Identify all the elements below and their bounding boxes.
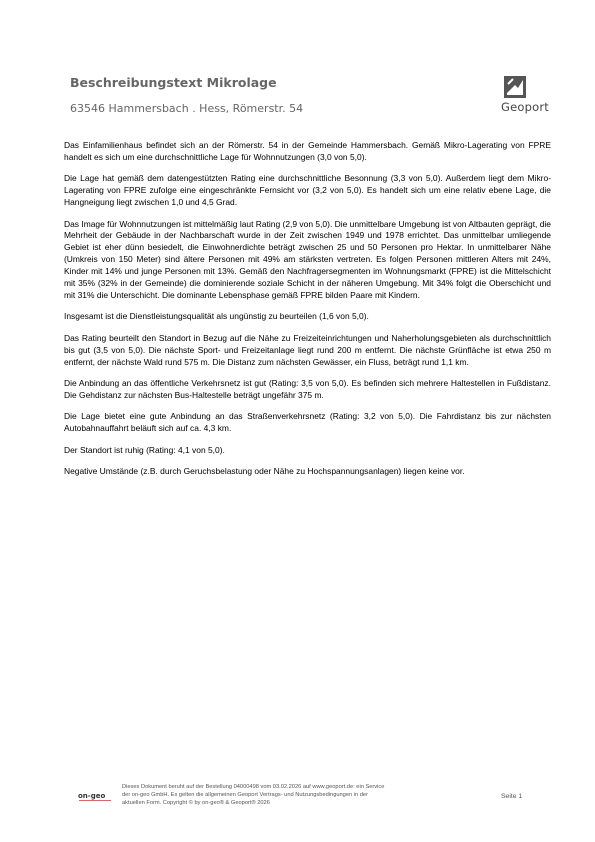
footer-line: aktuellen Form. Copyright © by on-geo® & Geoport® 2026 (122, 800, 270, 807)
footer-disclaimer (122, 783, 452, 808)
footer-line: Dieses Dokument beruht auf der Bestellung 04000498 vom 03.02.2026 auf www.geoport.de: ein Service (122, 784, 385, 790)
document-title: Beschreibungstext Mikrolage (70, 75, 277, 90)
paragraph-image-demographics: Das Image für Wohnnutzungen ist mittelmäßig laut Rating (2,9 von 5,0). Die unmittelbare Umgebung ist von Altbauten geprägt, die Mehrheit der Gebäude in der Nachbarschaft wurde in der Zeit zwischen 1949 und 1978 errichtet. Das unmittelbar umliegende Gebiet ist eher dünn besiedelt, die Einwohnerdichte beträgt zwischen 25 und 50 Personen pro Hektar. In unmittelbarer Nähe (Umkreis von 150 Meter) sind ältere Personen mit 49% am stärksten vertreten. Es folgen Personen mittleren Alters mit 24%, Kinder mit 14% und junge Personen mit 13%. Gemäß den Nachfragersegmenten im Wohnungsmarkt (FPRE) ist die Mittelschicht mit 35% (32% in der Gemeinde) die dominierende soziale Schicht in der näheren Umgebung. Mit 34% folgt die Oberschicht und mit 31% die Unterschicht. Die dominante Lebensphase gemäß FPRE bilden Paare mit Kindern. (64, 218, 551, 300)
property-address: 63546 Hammersbach . Hess, Römerstr. 54 (70, 102, 304, 115)
description-body (64, 140, 551, 487)
geoport-logo-text: Geoport (501, 100, 549, 114)
paragraph-negative-factors: Negative Umstände (z.B. durch Geruchsbelastung oder Nähe zu Hochspannungsanlagen) liegen keine vor. (64, 466, 465, 477)
paragraph-services: Insgesamt ist die Dienstleistungsqualität als ungünstig zu beurteilen (1,6 von 5,0). (64, 311, 369, 322)
on-geo-logo (78, 790, 112, 802)
paragraph-noise: Der Standort ist ruhig (Rating: 4,1 von 5,0). (64, 444, 225, 455)
geoport-logo-icon (504, 76, 526, 98)
paragraph-road-network: Die Lage bietet eine gute Anbindung an das Straßenverkehrsnetz (Rating: 3,2 von 5,0). Die Fahrdistanz bis zur nächsten Autobahnauffahrt beläuft sich auf ca. 4,3 km. (64, 411, 551, 434)
paragraph-leisure: Das Rating beurteilt den Standort in Bezug auf die Nähe zu Freizeiteinrichtungen und Naherholungsgebieten als durchschnittlich bis gut (3,5 von 5,0). Die nächste Sport- und Freizeitanlage liegt rund 200 m entfernt. Die nächste Grünfläche ist etwa 250 m entfernt, der nächste Wald rund 575 m. Die Distanz zum nächsten Gewässer, ein Fluss, beträgt rund 1,1 km. (64, 332, 551, 367)
paragraph-sunlight-view: Die Lage hat gemäß dem datengestützten Rating eine durchschnittliche Besonnung (3,3 von 5,0). Außerdem liegt dem Mikro-Lagerating von FPRE zufolge eine eingeschränkte Fernsicht vor (3,2 von 5,0). Es handelt sich um eine relativ ebene Lage, die Hangneigung liegt zwischen 1,0 und 4,5 Grad. (64, 173, 551, 208)
page-number: Seite 1 (501, 793, 523, 800)
on-geo-logo-text: on-geo (78, 792, 106, 800)
paragraph-overview: Das Einfamilienhaus befindet sich an der Römerstr. 54 in der Gemeinde Hammersbach. Gemäß Mikro-Lagerating von FPRE handelt es sich um eine durchschnittliche Lage für Wohnnutzungen (3,0 von 5,0). (64, 140, 551, 162)
paragraph-public-transport: Die Anbindung an das öffentliche Verkehrsnetz ist gut (Rating: 3,5 von 5,0). Es befinden sich mehrere Haltestellen in Fußdistanz. Die Gehdistanz zur nächsten Bus-Haltestelle beträgt ungefähr 375 m. (64, 378, 551, 400)
geoport-logo (500, 76, 550, 118)
footer-line: der on-geo GmbH. Es gelten die allgemeinen Geoport Vertrags- und Nutzungsbedingungen in der (122, 792, 368, 799)
